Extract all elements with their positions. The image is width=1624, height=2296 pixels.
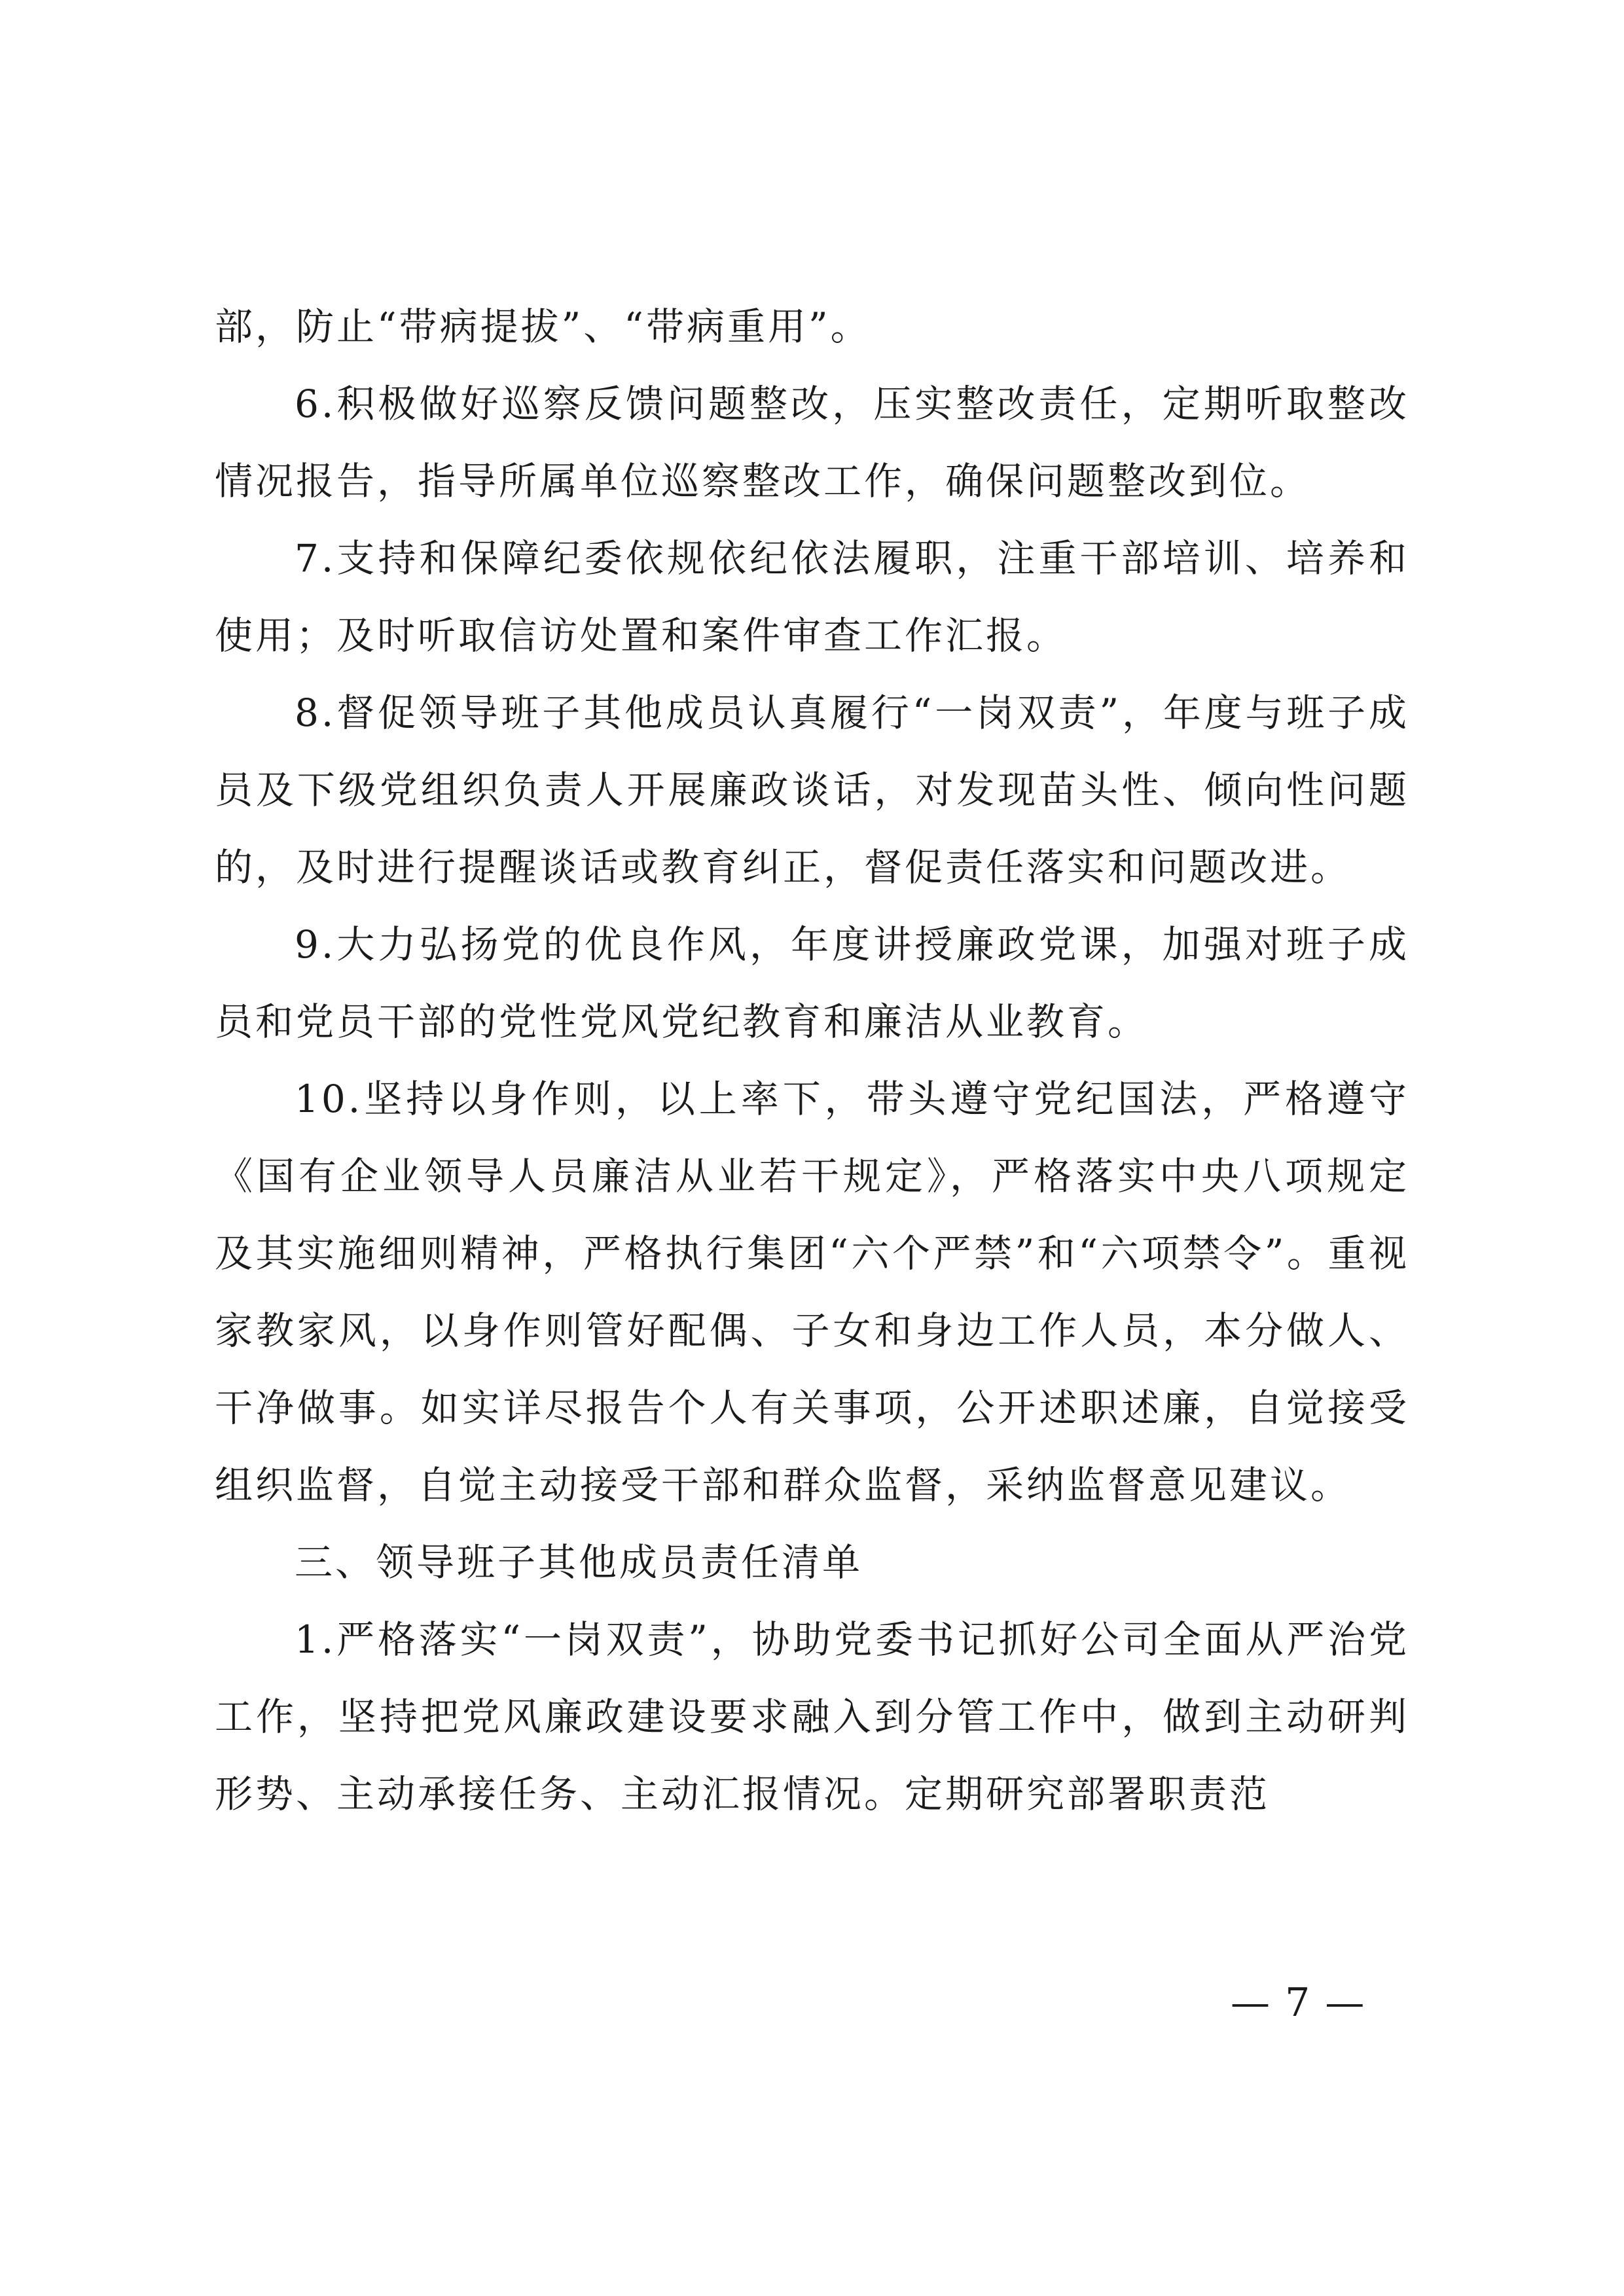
item-7-paragraph: 7.支持和保障纪委依规依纪依法履职，注重干部培训、培养和使用；及时听取信访处置和案件审查工作汇报。 bbox=[215, 536, 1409, 658]
page-number: — 7 — bbox=[1231, 1980, 1366, 2026]
item-10-paragraph: 10.坚持以身作则，以上率下，带头遵守党纪国法，严格遵守《国有企业领导人员廉洁从业若干规定》，严格落实中央八项规定及其实施细则精神，严格执行集团“六个严禁”和“六项禁令”。重视家教家风，以身作则管好配偶、子女和身边工作人员，本分做人、干净做事。如实详尽报告个人有关事项，公开述职述廉，自觉接受组织监督，自觉主动接受干部和群众监督，采纳监督意见建议。 bbox=[215, 1077, 1409, 1507]
item-8-paragraph: 8.督促领导班子其他成员认真履行“一岗双责”，年度与班子成员及下级党组织负责人开展廉政谈话，对发现苗头性、倾向性问题的，及时进行提醒谈话或教育纠正，督促责任落实和问题改进。 bbox=[215, 691, 1409, 889]
item-6-paragraph: 6.积极做好巡察反馈问题整改，压实整改责任，定期听取整改情况报告，指导所属单位巡察整改工作，确保问题整改到位。 bbox=[215, 382, 1409, 503]
section-item-1-paragraph: 1.严格落实“一岗双责”，协助党委书记抓好公司全面从严治党工作，坚持把党风廉政建设要求融入到分管工作中，做到主动研判形势、主动承接任务、主动汇报情况。定期研究部署职责范 bbox=[215, 1617, 1409, 1816]
section-heading: 三、领导班子其他成员责任清单 bbox=[295, 1540, 863, 1585]
document-body bbox=[215, 288, 1409, 1833]
item-9-paragraph: 9.大力弘扬党的优良作风，年度讲授廉政党课，加强对班子成员和党员干部的党性党风党纪教育和廉洁从业教育。 bbox=[215, 922, 1409, 1044]
continued-paragraph: 部，防止“带病提拔”、“带病重用”。 bbox=[215, 304, 871, 349]
